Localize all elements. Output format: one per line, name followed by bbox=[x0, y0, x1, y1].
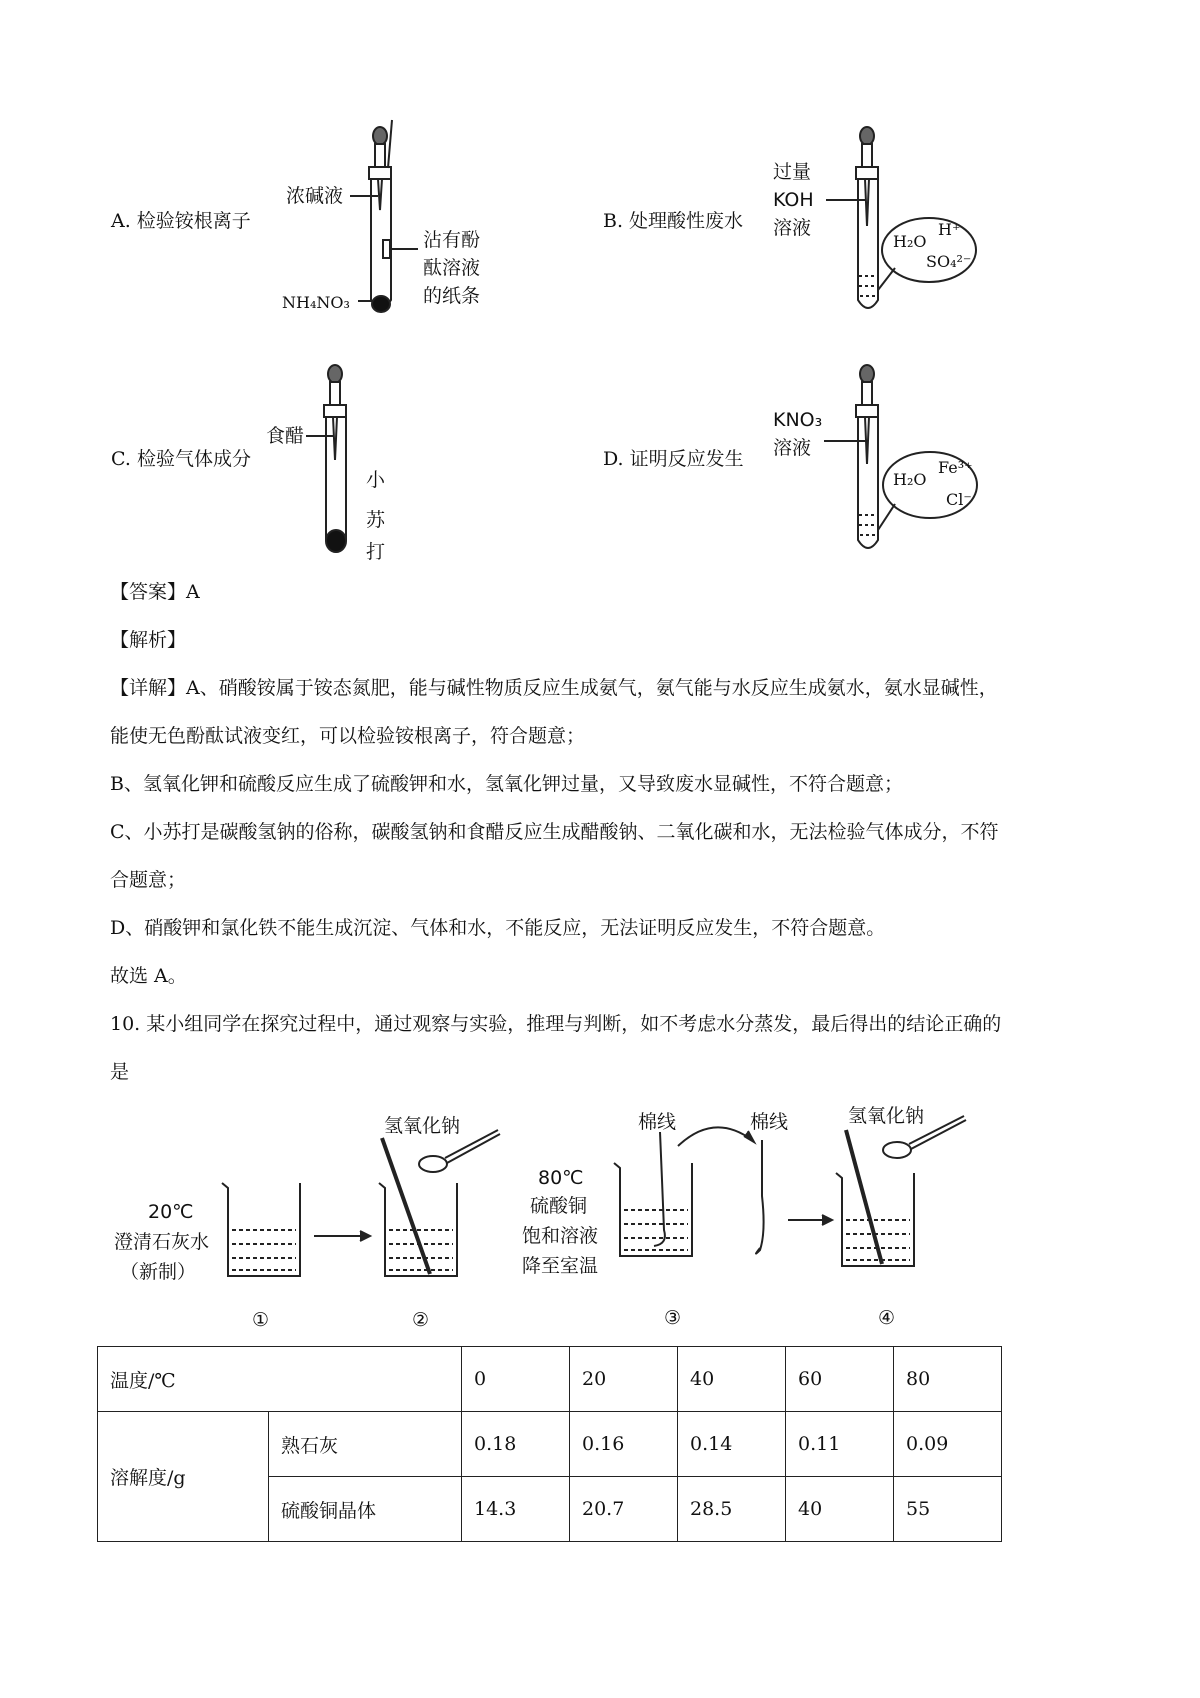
value-cell: 0.16 bbox=[570, 1412, 678, 1477]
option-b-label: B. 处理酸性废水 bbox=[603, 210, 744, 232]
option-c-dropper-label: 食醋 bbox=[266, 425, 305, 447]
value-cell: 28.5 bbox=[678, 1477, 786, 1542]
beaker1-temp: 20℃ bbox=[148, 1201, 194, 1223]
naoh-label-2: 氢氧化钠 bbox=[384, 1115, 461, 1137]
beaker3-solution-2: 饱和溶液 bbox=[522, 1225, 599, 1247]
step-label-2: ② bbox=[412, 1309, 430, 1331]
option-a-dropper-label: 浓碱液 bbox=[286, 185, 344, 207]
beaker1-solution-1: 澄清石灰水 bbox=[114, 1231, 210, 1253]
analysis-heading: 【解析】 bbox=[110, 629, 187, 651]
option-a-paper-label-1: 沾有酚 bbox=[423, 229, 481, 251]
option-c-solid-label-1: 小 bbox=[366, 469, 386, 491]
analysis-line-6: D、硝酸钾和氯化铁不能生成沉淀、气体和水，不能反应，无法证明反应发生，不符合题意。 bbox=[110, 917, 886, 939]
analysis-line-7: 故选 A。 bbox=[110, 965, 187, 987]
value-cell: 55 bbox=[894, 1477, 1002, 1542]
step-label-3: ③ bbox=[664, 1307, 682, 1329]
temp-cell: 0 bbox=[462, 1347, 570, 1412]
option-a-label: A. 检验铵根离子 bbox=[111, 210, 251, 232]
value-cell: 0.11 bbox=[786, 1412, 894, 1477]
option-a-paper-label-2: 酞溶液 bbox=[423, 257, 481, 279]
option-d-ion-water: H₂O bbox=[893, 470, 927, 489]
temperature-header: 温度/℃ bbox=[98, 1347, 462, 1412]
step-label-1: ① bbox=[252, 1309, 270, 1331]
option-d-reagent-label-2: 溶液 bbox=[773, 437, 812, 459]
option-d-ion-cation: Fe³⁺ bbox=[938, 458, 973, 477]
substance-name: 硫酸铜晶体 bbox=[269, 1477, 462, 1542]
value-cell: 0.18 bbox=[462, 1412, 570, 1477]
option-d-reagent-label-1: KNO₃ bbox=[773, 409, 823, 431]
option-a-paper-label-3: 的纸条 bbox=[423, 285, 481, 307]
option-c-label: C. 检验气体成分 bbox=[111, 448, 251, 470]
analysis-line-2: 能使无色酚酞试液变红，可以检验铵根离子，符合题意； bbox=[110, 725, 586, 747]
table-row bbox=[98, 1347, 1002, 1412]
substance-name: 熟石灰 bbox=[269, 1412, 462, 1477]
option-c-solid-label-2: 苏 bbox=[366, 509, 386, 531]
temp-cell: 40 bbox=[678, 1347, 786, 1412]
analysis-line-1: 【详解】A、硝酸铵属于铵态氮肥，能与碱性物质反应生成氨气，氨气能与水反应生成氨水，氨水显碱性， bbox=[110, 677, 998, 699]
option-b-reagent-label-2: KOH bbox=[773, 189, 814, 211]
option-d-label: D. 证明反应发生 bbox=[603, 448, 744, 470]
answer: 【答案】A bbox=[110, 581, 200, 603]
temp-cell: 20 bbox=[570, 1347, 678, 1412]
value-cell: 40 bbox=[786, 1477, 894, 1542]
thread-label-loose: 棉线 bbox=[750, 1111, 789, 1133]
step-label-4: ④ bbox=[878, 1307, 896, 1329]
thread-label-3: 棉线 bbox=[638, 1111, 677, 1133]
option-d-ion-anion: Cl⁻ bbox=[946, 490, 972, 509]
value-cell: 0.14 bbox=[678, 1412, 786, 1477]
option-b-reagent-label-3: 溶液 bbox=[773, 217, 812, 239]
analysis-line-5: 合题意； bbox=[110, 869, 187, 891]
value-cell: 0.09 bbox=[894, 1412, 1002, 1477]
value-cell: 20.7 bbox=[570, 1477, 678, 1542]
beaker1-solution-2: （新制） bbox=[120, 1261, 197, 1283]
beaker3-solution-3: 降至室温 bbox=[522, 1255, 599, 1277]
question-line-1: 10. 某小组同学在探究过程中，通过观察与实验，推理与判断，如不考虑水分蒸发，最后得出的结论正确的 bbox=[110, 1013, 1002, 1035]
naoh-label-4: 氢氧化钠 bbox=[848, 1105, 925, 1127]
option-b-ion-anion: SO₄²⁻ bbox=[926, 252, 972, 271]
beaker3-temp: 80℃ bbox=[538, 1167, 584, 1189]
analysis-line-4: C、小苏打是碳酸氢钠的俗称，碳酸氢钠和食醋反应生成醋酸钠、二氧化碳和水，无法检验气体成分，不符 bbox=[110, 821, 999, 843]
temp-cell: 80 bbox=[894, 1347, 1002, 1412]
option-c-solid-label-3: 打 bbox=[366, 541, 386, 563]
question-line-2: 是 bbox=[110, 1061, 130, 1083]
solubility-table bbox=[97, 1346, 1002, 1542]
solubility-group-label: 溶解度/g bbox=[98, 1412, 269, 1542]
analysis-line-3: B、氢氧化钾和硫酸反应生成了硫酸钾和水，氢氧化钾过量，又导致废水显碱性，不符合题意； bbox=[110, 773, 903, 795]
option-b-ion-water: H₂O bbox=[893, 232, 927, 251]
option-b-ion-cation: H⁺ bbox=[938, 220, 961, 239]
option-a-solid-label: NH₄NO₃ bbox=[282, 293, 350, 312]
temp-cell: 60 bbox=[786, 1347, 894, 1412]
option-b-reagent-label-1: 过量 bbox=[773, 161, 812, 183]
value-cell: 14.3 bbox=[462, 1477, 570, 1542]
table-row bbox=[98, 1412, 1002, 1477]
beaker3-solution-1: 硫酸铜 bbox=[530, 1195, 588, 1217]
